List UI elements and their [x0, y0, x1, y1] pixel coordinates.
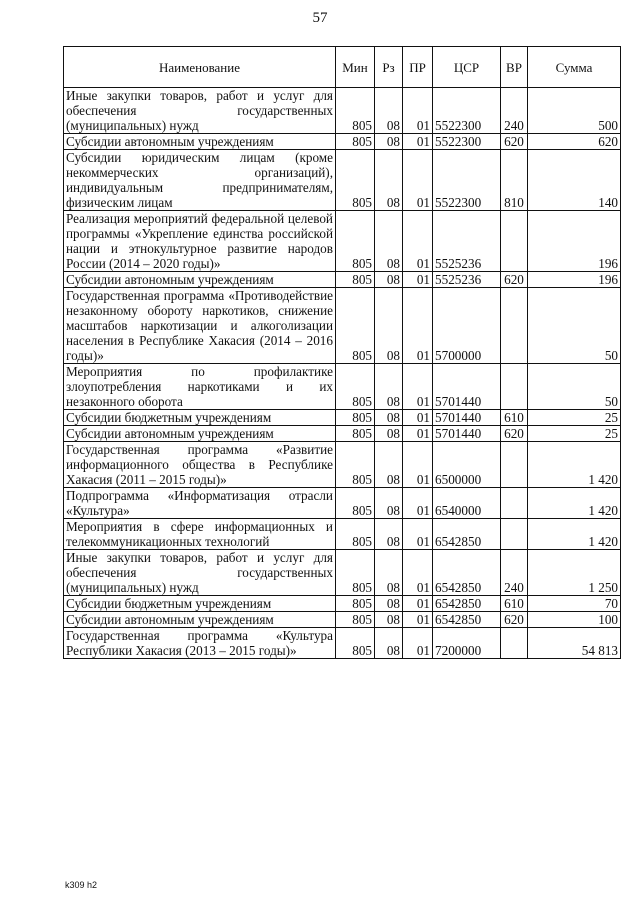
col-header-sum: Сумма [528, 47, 621, 88]
cell-rz: 08 [375, 211, 403, 272]
cell-csr: 6542850 [433, 612, 501, 628]
table-row [64, 272, 621, 288]
cell-min: 805 [336, 612, 375, 628]
cell-rz: 08 [375, 426, 403, 442]
cell-rz: 08 [375, 272, 403, 288]
cell-min: 805 [336, 134, 375, 150]
cell-rz: 08 [375, 550, 403, 596]
table-row [64, 442, 621, 488]
cell-csr: 5522300 [433, 150, 501, 211]
cell-rz: 08 [375, 519, 403, 550]
table-row [64, 596, 621, 612]
cell-name: Субсидии автономным учреждениям [64, 134, 336, 150]
cell-sum: 100 [528, 612, 621, 628]
cell-name: Иные закупки товаров, работ и услуг для обеспечения государственных (муниципальных) нужд [64, 88, 336, 134]
cell-sum: 500 [528, 88, 621, 134]
cell-sum: 140 [528, 150, 621, 211]
table-row [64, 134, 621, 150]
cell-vr [501, 488, 528, 519]
cell-rz: 08 [375, 288, 403, 364]
cell-vr [501, 288, 528, 364]
cell-vr: 240 [501, 550, 528, 596]
cell-rz: 08 [375, 150, 403, 211]
col-header-csr: ЦСР [433, 47, 501, 88]
budget-table [63, 46, 621, 659]
footer-code: k309 h2 [65, 880, 98, 890]
cell-name: Субсидии автономным учреждениям [64, 612, 336, 628]
cell-min: 805 [336, 550, 375, 596]
cell-sum: 25 [528, 410, 621, 426]
cell-name: Субсидии автономным учреждениям [64, 272, 336, 288]
cell-sum: 54 813 [528, 628, 621, 659]
cell-rz: 08 [375, 134, 403, 150]
cell-vr: 620 [501, 272, 528, 288]
cell-pr: 01 [403, 488, 433, 519]
cell-sum: 50 [528, 288, 621, 364]
cell-csr: 6500000 [433, 442, 501, 488]
table-row [64, 288, 621, 364]
cell-min: 805 [336, 519, 375, 550]
cell-vr: 620 [501, 426, 528, 442]
cell-pr: 01 [403, 272, 433, 288]
cell-min: 805 [336, 364, 375, 410]
cell-rz: 08 [375, 364, 403, 410]
cell-name: Мероприятия в сфере информационных и телекоммуникационных технологий [64, 519, 336, 550]
cell-pr: 01 [403, 88, 433, 134]
cell-sum: 50 [528, 364, 621, 410]
cell-min: 805 [336, 150, 375, 211]
cell-vr: 610 [501, 596, 528, 612]
cell-vr: 810 [501, 150, 528, 211]
cell-vr [501, 364, 528, 410]
cell-name: Государственная программа «Культура Республики Хакасия (2013 – 2015 годы)» [64, 628, 336, 659]
cell-name: Иные закупки товаров, работ и услуг для обеспечения государственных (муниципальных) нужд [64, 550, 336, 596]
cell-rz: 08 [375, 442, 403, 488]
cell-sum: 196 [528, 272, 621, 288]
cell-min: 805 [336, 272, 375, 288]
cell-vr: 620 [501, 612, 528, 628]
cell-min: 805 [336, 288, 375, 364]
table-row [64, 628, 621, 659]
cell-sum: 1 420 [528, 442, 621, 488]
cell-min: 805 [336, 211, 375, 272]
cell-pr: 01 [403, 596, 433, 612]
cell-name: Реализация мероприятий федеральной целевой программы «Укрепление единства российской нации и этнокультурное развитие народов России (2014 – 2020 годы)» [64, 211, 336, 272]
cell-sum: 1 250 [528, 550, 621, 596]
cell-sum: 1 420 [528, 488, 621, 519]
cell-min: 805 [336, 410, 375, 426]
cell-vr [501, 211, 528, 272]
cell-sum: 70 [528, 596, 621, 612]
table-row [64, 150, 621, 211]
cell-csr: 5701440 [433, 364, 501, 410]
cell-min: 805 [336, 88, 375, 134]
cell-pr: 01 [403, 211, 433, 272]
table-row [64, 550, 621, 596]
cell-name: Субсидии бюджетным учреждениям [64, 410, 336, 426]
cell-vr [501, 442, 528, 488]
cell-rz: 08 [375, 596, 403, 612]
table-body [64, 88, 621, 659]
table-row [64, 88, 621, 134]
cell-min: 805 [336, 488, 375, 519]
table-row [64, 410, 621, 426]
cell-name: Подпрограмма «Информатизация отрасли «Культура» [64, 488, 336, 519]
table-row [64, 211, 621, 272]
col-header-vr: ВР [501, 47, 528, 88]
cell-sum: 620 [528, 134, 621, 150]
cell-pr: 01 [403, 150, 433, 211]
cell-csr: 6540000 [433, 488, 501, 519]
cell-pr: 01 [403, 364, 433, 410]
cell-csr: 5700000 [433, 288, 501, 364]
cell-csr: 5522300 [433, 88, 501, 134]
table-row [64, 488, 621, 519]
cell-csr: 5525236 [433, 211, 501, 272]
col-header-min: Мин [336, 47, 375, 88]
cell-min: 805 [336, 442, 375, 488]
cell-rz: 08 [375, 628, 403, 659]
cell-csr: 5522300 [433, 134, 501, 150]
col-header-name: Наименование [64, 47, 336, 88]
cell-min: 805 [336, 426, 375, 442]
cell-pr: 01 [403, 550, 433, 596]
header-row [64, 47, 621, 88]
cell-sum: 196 [528, 211, 621, 272]
page-number: 57 [312, 10, 328, 26]
cell-csr: 6542850 [433, 596, 501, 612]
cell-pr: 01 [403, 426, 433, 442]
cell-vr [501, 628, 528, 659]
cell-pr: 01 [403, 519, 433, 550]
cell-vr: 610 [501, 410, 528, 426]
cell-vr: 620 [501, 134, 528, 150]
cell-csr: 5525236 [433, 272, 501, 288]
cell-pr: 01 [403, 442, 433, 488]
table-header [64, 47, 621, 88]
cell-min: 805 [336, 628, 375, 659]
cell-pr: 01 [403, 628, 433, 659]
cell-rz: 08 [375, 612, 403, 628]
cell-csr: 7200000 [433, 628, 501, 659]
cell-rz: 08 [375, 410, 403, 426]
cell-pr: 01 [403, 612, 433, 628]
cell-pr: 01 [403, 410, 433, 426]
table-row [64, 519, 621, 550]
cell-csr: 6542850 [433, 550, 501, 596]
cell-sum: 1 420 [528, 519, 621, 550]
cell-csr: 6542850 [433, 519, 501, 550]
table-row [64, 426, 621, 442]
cell-name: Государственная программа «Развитие информационного общества в Республике Хакасия (2011 – 2015 годы)» [64, 442, 336, 488]
cell-min: 805 [336, 596, 375, 612]
cell-name: Субсидии юридическим лицам (кроме некоммерческих организаций), индивидуальным предпринимателям, физическим лицам [64, 150, 336, 211]
cell-rz: 08 [375, 488, 403, 519]
cell-sum: 25 [528, 426, 621, 442]
cell-pr: 01 [403, 134, 433, 150]
col-header-rz: Рз [375, 47, 403, 88]
cell-name: Субсидии бюджетным учреждениям [64, 596, 336, 612]
cell-pr: 01 [403, 288, 433, 364]
cell-name: Мероприятия по профилактике злоупотребления наркотиками и их незаконного оборота [64, 364, 336, 410]
table-row [64, 612, 621, 628]
cell-name: Субсидии автономным учреждениям [64, 426, 336, 442]
cell-csr: 5701440 [433, 410, 501, 426]
cell-rz: 08 [375, 88, 403, 134]
cell-vr: 240 [501, 88, 528, 134]
table-row [64, 364, 621, 410]
cell-name: Государственная программа «Противодействие незаконному обороту наркотиков, снижение масштабов наркотизации и алкоголизации населения в Республике Хакасия (2014 – 2016 годы)» [64, 288, 336, 364]
cell-csr: 5701440 [433, 426, 501, 442]
cell-vr [501, 519, 528, 550]
col-header-pr: ПР [403, 47, 433, 88]
